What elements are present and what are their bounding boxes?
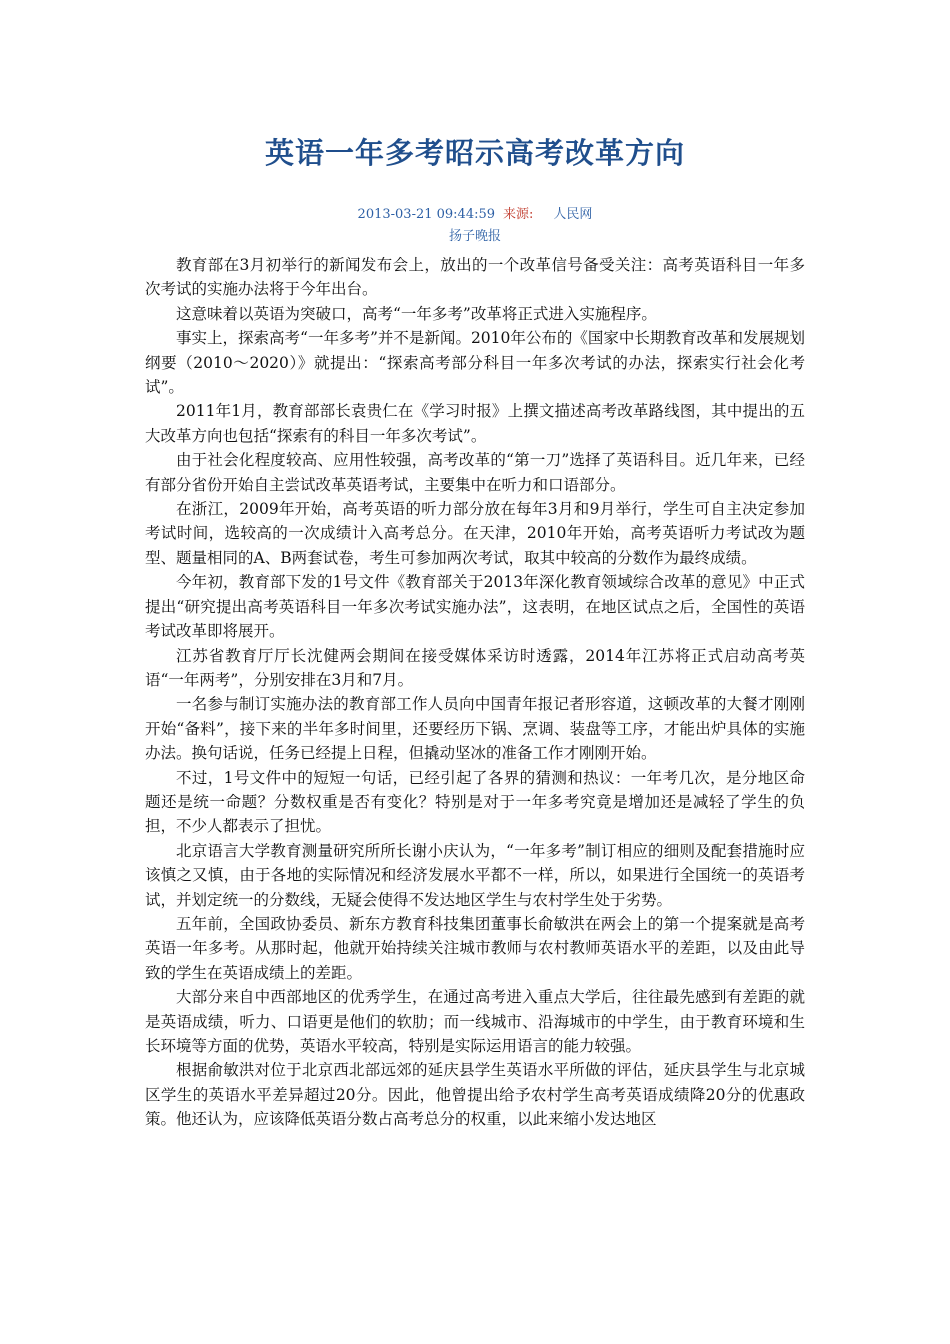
source-name: 人民网 <box>553 207 593 222</box>
paragraph: 在浙江，2009年开始，高考英语的听力部分放在每年3月和9月举行，学生可自主决定参加考试时间，选较高的一次成绩计入高考总分。在天津，2010年开始，高考英语听力考试改为题型、题量相同的A、B两套试卷，考生可参加两次考试，取其中较高的分数作为最终成绩。 <box>145 500 805 567</box>
paragraph: 大部分来自中西部地区的优秀学生，在通过高考进入重点大学后，往往最先感到有差距的就是英语成绩，听力、口语更是他们的软肋；而一线城市、沿海城市的中学生，由于教育环境和生长环境等方面的优势，英语水平较高，特别是实际运用语言的能力较强。 <box>145 988 805 1055</box>
paragraph: 今年初，教育部下发的1号文件《教育部关于2013年深化教育领域综合改革的意见》中正式提出“研究提出高考英语科目一年多次考试实施办法”，这表明，在地区试点之后，全国性的英语考试改革即将展开。 <box>145 573 805 641</box>
source-secondary: 扬子晚报 <box>448 229 501 244</box>
paragraph: 一名参与制订实施办法的教育部工作人员向中国青年报记者形容道，这顿改革的大餐才刚刚开始“备料”，接下来的半年多时间里，还要经历下锅、烹调、装盘等工序，才能出炉具体的实施办法。换句话说，任务已经提上日程，但撬动坚冰的准备工作才刚刚开始。 <box>145 695 805 763</box>
source-label: 来源: <box>503 207 534 222</box>
meta-line-1 <box>145 204 805 226</box>
paragraph: 事实上，探索高考“一年多考”并不是新闻。2010年公布的《国家中长期教育改革和发展规划纲要（2010～2020）》就提出：“探索高考部分科目一年多次考试的办法，探索实行社会化考试”。 <box>145 329 805 397</box>
article-body <box>145 253 805 1132</box>
paragraph: 江苏省教育厅厅长沈健两会期间在接受媒体采访时透露，2014年江苏将正式启动高考英语“一年两考”，分别安排在3月和7月。 <box>145 646 805 689</box>
paragraph: 根据俞敏洪对位于北京西北部远郊的延庆县学生英语水平所做的评估，延庆县学生与北京城区学生的英语水平差异超过20分。因此，他曾提出给予农村学生高考英语成绩降20分的优惠政策。他还认为，应该降低英语分数占高考总分的权重，以此来缩小发达地区 <box>145 1061 805 1129</box>
article-meta <box>145 204 805 248</box>
paragraph: 北京语言大学教育测量研究所所长谢小庆认为，“一年多考”制订相应的细则及配套措施时应该慎之又慎，由于各地的实际情况和经济发展水平都不一样，所以，如果进行全国统一的英语考试，并划定统一的分数线，无疑会使得不发达地区学生与农村学生处于劣势。 <box>145 841 805 909</box>
paragraph: 由于社会化程度较高、应用性较强，高考改革的“第一刀”选择了英语科目。近几年来，已经有部分省份开始自主尝试改革英语考试，主要集中在听力和口语部分。 <box>145 451 805 494</box>
paragraph: 2011年1月，教育部部长袁贵仁在《学习时报》上撰文描述高考改革路线图，其中提出的五大改革方向也包括“探索有的科目一年多次考试”。 <box>145 402 805 445</box>
publish-datetime: 2013-03-21 09:44:59 <box>357 207 496 222</box>
paragraph: 不过，1号文件中的短短一句话，已经引起了各界的猜测和热议：一年考几次，是分地区命题还是统一命题？分数权重是否有变化？特别是对于一年多考究竟是增加还是减轻了学生的负担，不少人都表示了担忧。 <box>145 768 805 836</box>
paragraph: 五年前，全国政协委员、新东方教育科技集团董事长俞敏洪在两会上的第一个提案就是高考英语一年多考。从那时起，他就开始持续关注城市教师与农村教师英语水平的差距，以及由此导致的学生在英语成绩上的差距。 <box>145 914 805 982</box>
article-title: 英语一年多考昭示高考改革方向 <box>264 136 685 170</box>
paragraph: 教育部在3月初举行的新闻发布会上，放出的一个改革信号备受关注：高考英语科目一年多次考试的实施办法将于今年出台。 <box>145 256 805 299</box>
paragraph: 这意味着以英语为突破口，高考“一年多考”改革将正式进入实施程序。 <box>176 304 657 323</box>
